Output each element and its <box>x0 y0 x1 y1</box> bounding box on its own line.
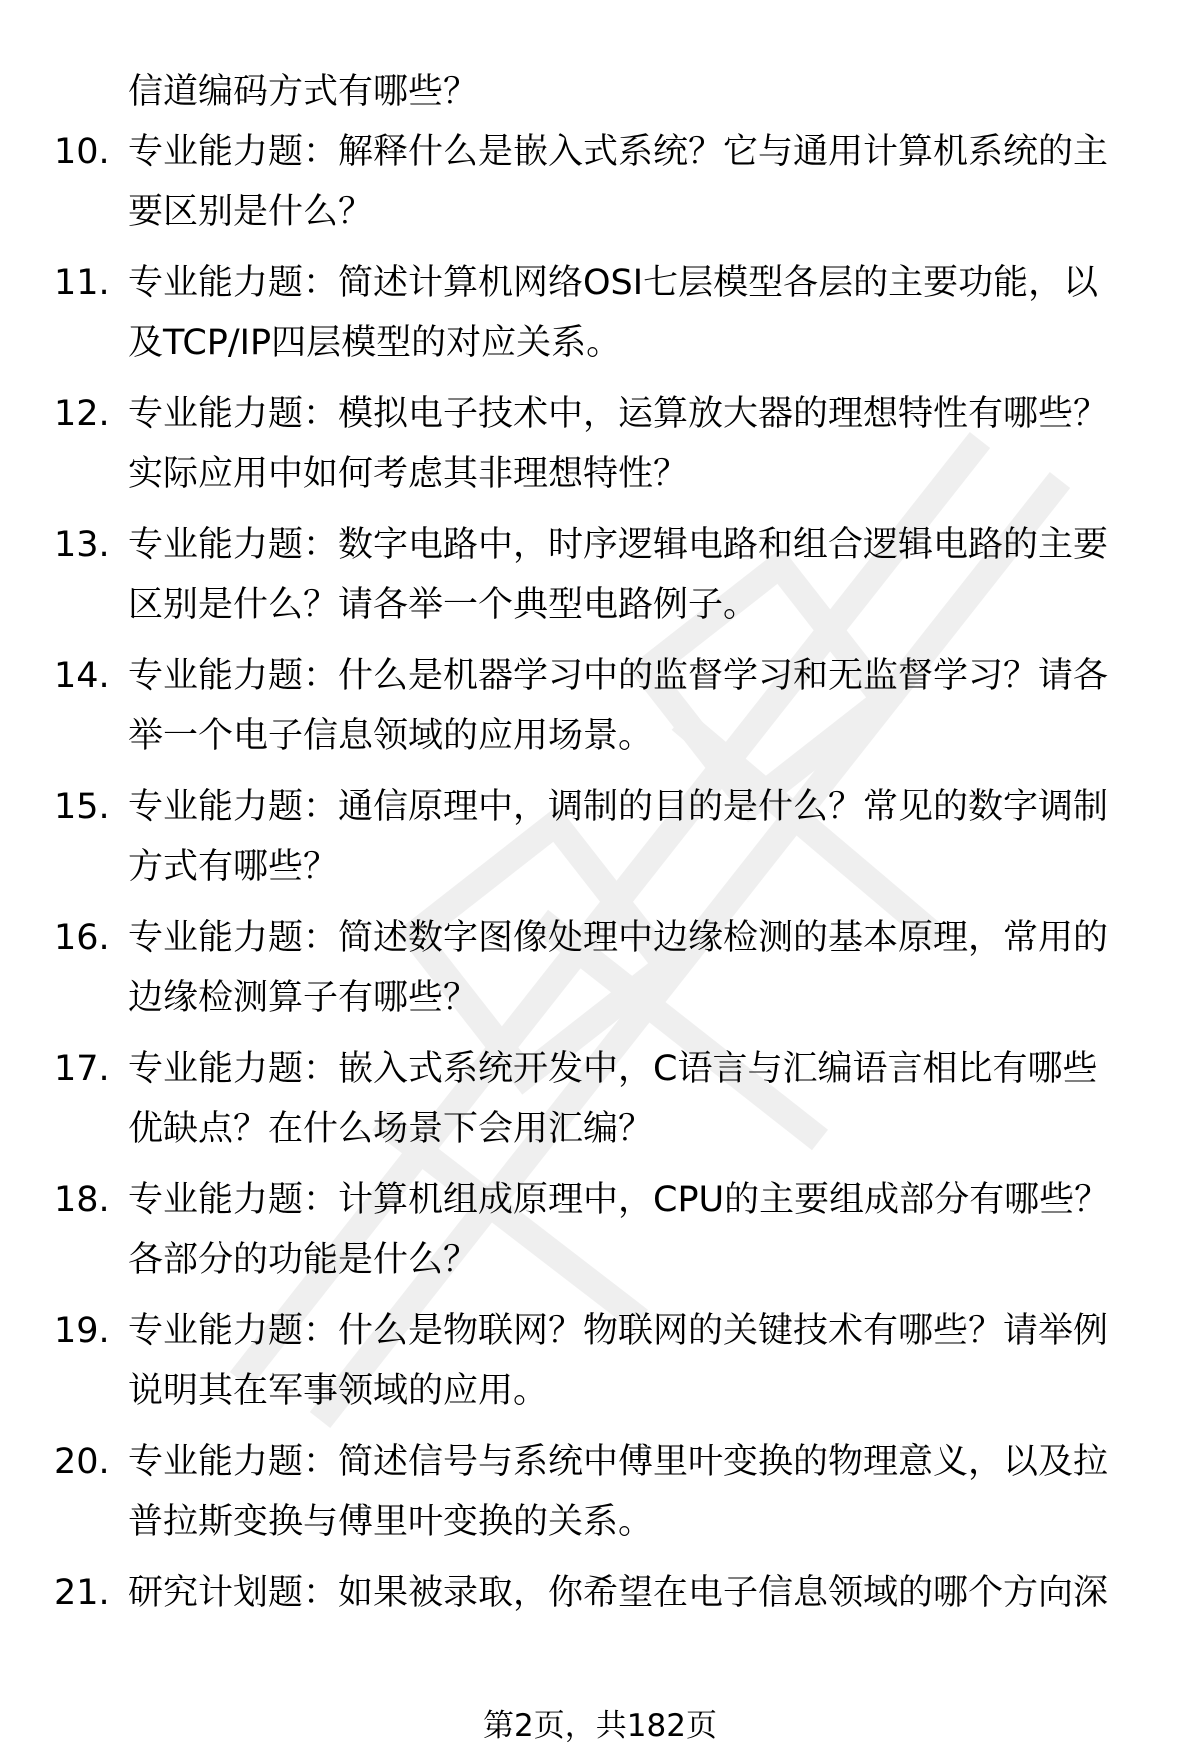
question-text <box>128 1039 1097 1159</box>
question-number: 10. <box>54 132 110 172</box>
question-line: 及TCP/IP四层模型的对应关系。 <box>128 323 622 363</box>
question-text <box>128 1563 1108 1623</box>
question-text <box>128 1301 1108 1421</box>
question-line: 专业能力题：什么是物联网？物联网的关键技术有哪些？请举例 <box>128 1311 1109 1351</box>
question-text <box>128 1170 1109 1290</box>
question-text <box>128 908 1108 1028</box>
question-number: 20. <box>54 1442 110 1482</box>
question-text <box>128 122 1108 242</box>
question-text <box>128 384 1108 504</box>
question-line: 研究计划题：如果被录取，你希望在电子信息领域的哪个方向深 <box>128 1573 1109 1613</box>
question-line: 专业能力题：嵌入式系统开发中，C语言与汇编语言相比有哪些 <box>128 1049 1098 1089</box>
question-text <box>128 646 1108 766</box>
question-line: 专业能力题：通信原理中，调制的目的是什么？常见的数字调制 <box>128 787 1109 827</box>
question-line: 区别是什么？请各举一个典型电路例子。 <box>128 585 759 625</box>
question-number: 18. <box>54 1180 110 1220</box>
question-number: 19. <box>54 1311 110 1351</box>
continued-question-line: 信道编码方式有哪些？ <box>128 72 479 112</box>
question-line: 方式有哪些？ <box>128 847 339 887</box>
question-line: 专业能力题：简述数字图像处理中边缘检测的基本原理，常用的 <box>128 918 1109 958</box>
question-text <box>128 253 1098 373</box>
question-line: 专业能力题：数字电路中，时序逻辑电路和组合逻辑电路的主要 <box>128 525 1109 565</box>
question-text <box>128 515 1108 635</box>
question-number: 13. <box>54 525 110 565</box>
page-footer: 第2页，共182页 <box>483 1708 717 1744</box>
question-line: 专业能力题：什么是机器学习中的监督学习和无监督学习？请各 <box>128 656 1109 696</box>
question-number: 17. <box>54 1049 110 1089</box>
question-line: 各部分的功能是什么？ <box>128 1240 479 1280</box>
question-line: 要区别是什么？ <box>128 192 374 232</box>
question-line: 专业能力题：简述信号与系统中傅里叶变换的物理意义，以及拉 <box>128 1442 1109 1482</box>
question-line: 专业能力题：解释什么是嵌入式系统？它与通用计算机系统的主 <box>128 132 1109 172</box>
question-line: 优缺点？在什么场景下会用汇编？ <box>128 1109 654 1149</box>
question-line: 专业能力题：计算机组成原理中，CPU的主要组成部分有哪些？ <box>128 1180 1110 1220</box>
question-number: 14. <box>54 656 110 696</box>
question-text <box>128 1432 1108 1552</box>
question-line: 边缘检测算子有哪些？ <box>128 978 479 1018</box>
question-line: 专业能力题：简述计算机网络OSI七层模型各层的主要功能，以 <box>128 263 1099 303</box>
question-line: 专业能力题：模拟电子技术中，运算放大器的理想特性有哪些？ <box>128 394 1109 434</box>
question-line: 说明其在军事领域的应用。 <box>128 1371 549 1411</box>
question-number: 12. <box>54 394 110 434</box>
question-number: 15. <box>54 787 110 827</box>
question-line: 实际应用中如何考虑其非理想特性？ <box>128 454 689 494</box>
question-line: 举一个电子信息领域的应用场景。 <box>128 716 654 756</box>
question-line: 普拉斯变换与傅里叶变换的关系。 <box>128 1502 654 1542</box>
question-number: 11. <box>54 263 110 303</box>
question-text <box>128 777 1108 897</box>
question-number: 16. <box>54 918 110 958</box>
question-number: 21. <box>54 1573 110 1613</box>
